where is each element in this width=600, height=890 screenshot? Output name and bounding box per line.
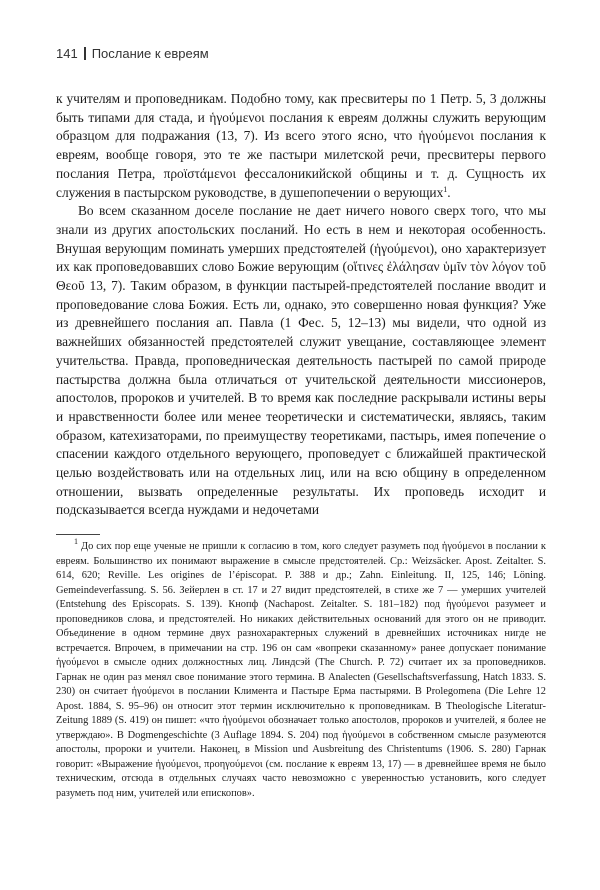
header-divider (84, 47, 86, 60)
main-text (56, 90, 546, 520)
paragraph-1: к учителям и проповедникам. Подобно тому, как пресвитеры по 1 Петр. 5, 3 должны быть типами для стада, и ἡγούμενοι послания к евреям должны служить верующим образцом для подражания (13, 7). Из всего этого ясно, что ἡγούμενοι послания к евреям, вообще говоря, это те же пастыри милетской речи, пресвитеры первого послания Петра, προϊστάμενοι фессалоникийской общины и т. д. Сущность их служения в пастырском руководстве, в душепопечении о верующих$^1$. (56, 91, 546, 200)
chapter-title: Послание к евреям (91, 46, 209, 61)
footnote-1 (56, 537, 546, 801)
running-head (56, 46, 209, 66)
footnote-ref: 1 (443, 184, 448, 194)
footnote-marker: 1 (74, 537, 78, 546)
page-number: 141 (56, 46, 78, 61)
footnote-divider (56, 534, 100, 535)
footnote (56, 537, 546, 801)
paragraph-2: Во всем сказанном доселе послание не дает ничего нового сверх того, что мы знали из других апостольских посланий. Но есть в нем и некоторая особенность. Внушая верующим поминать умерших предстоятелей (ἡγούμενοι), оно характеризует их как проповедовавших слово Божие верующим (οἵτινες ἐλάλησαν ὑμῖν τὸν λόγον τοῦ Θεοῦ 13, 7). Таким образом, в функции пастырей-предстоятелей послание вводит и проповедование слова Божия. Есть ли, однако, это совершенно новая функция? Уже из древнейшего послания ап. Павла (1 Фес. 5, 12–13) мы видели, что одной из важнейших обязанностей предстоятелей служит увещание, составляющее элемент учительства. Правда, проповедническая деятельность пастырей по самой природе пастырства должна была отличаться от учительской деятельности миссионеров, апостолов, пророков и учителей. В то время как последние раскрывали истины веры и нравственности более или менее теоретически и систематически, являясь, таким образом, катехизаторами, по преимуществу теоретиками, пастырь, имея попечение о спасении каждого отдельного верующего, проповедует с ближайшей практической целью воздействовать или на отдельных лиц, или на всю общину в определенном отношении, вызвать определенные результаты. Их проповедь исходит и подсказывается всегда нуждами и недочетами (56, 203, 546, 518)
footnote-text: До сих пор еще ученые не пришли к согласию в том, кого следует разуметь под ἡγούμενοι в послании к евреям. Большинство их понимают выражение в смысле предстоятелей. Ср.: Weizsäcker. Apost. Zeitalter. S. 614, 620; Reville. Les origines de l’épiscopat. P. 388 и др.; Zahn. Einleitung. II, 125, 146; Löning. Gemeindeverfassung. S. 56. Зейерлен в ст. 17 и 27 видит предстоятелей, в стихе же 7 — умерших учителей (Entstehung des Episcopats. S. 139). Кнопф (Nachapost. Zeitalter. S. 181–182) под ἡγούμενοι разумеет и проповедников слова, и предстоятелей. Но никаких действительных оснований для этого он не приводит. Объединение в одном термине двух разнохарактерных служений в древнейших источниках нигде не встречается. Впрочем, в примечании на стр. 196 он сам «вопреки сказанному» ранее допускает понимание ἡγούμενοι в смысле одних должностных лиц. Линдсэй (The Church. P. 72) считает их за проповедников. Гарнак не один раз менял свое понимание этого термина. В Analecten (Gesellschaftsverfassung, Hatch 1833. S. 230) он считает ἡγούμενοι в послании Климента и Пастыре Ерма пастырями. В Prolegomena (Die Lehre 12 Apost. 1884, S. 95–96) он относит этот термин исключительно к проповедникам. В Theologische Literatur-Zeitung 1889 (S. 419) он пишет: «что ἡγούμενοι обозначает только апостолов, пророков и учителей, я более не утверждаю». В Dogmengeschichte (3 Auflage 1894. S. 204) под ἡγούμενοι в собственном смысле разумеются апостолы, пророки и учители. Наконец, в Mission und Ausbreitung des Christentums (1906. S. 280) Гарнак говорит: «Выражение ἡγούμενοι, προηγούμενοι (см. послание к евреям 13, 17) — в древнейшее время не было техническим, отсюда в отдельных случаях часто невозможно с уверенностью установить, кого следует разуметь под ним, учителей или епископов». (56, 541, 546, 799)
